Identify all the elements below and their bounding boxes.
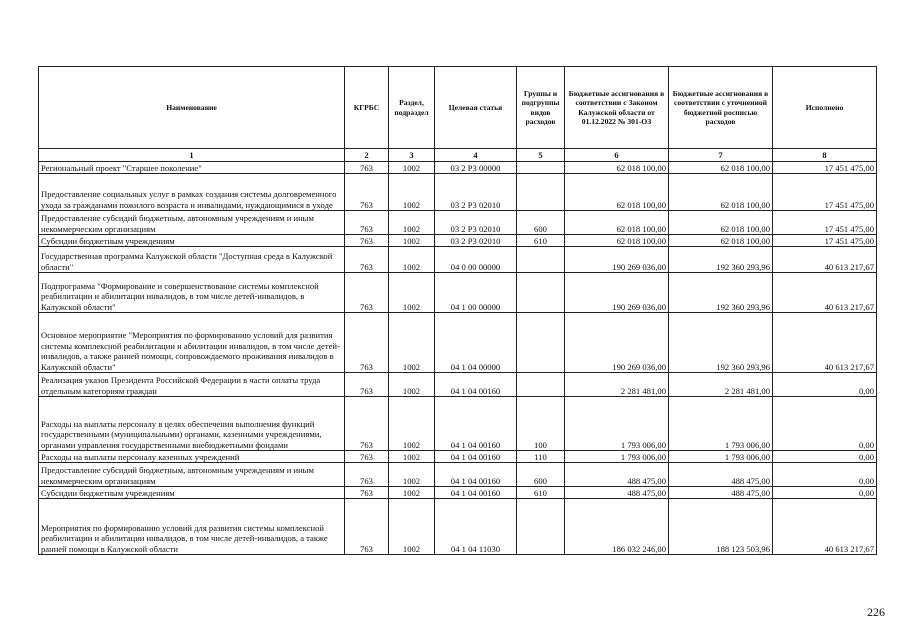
table-row (39, 174, 877, 211)
row-name: Расходы на выплаты персоналу казенных учреждений (39, 451, 345, 463)
row-target: 04 1 00 00000 (435, 273, 517, 313)
row-executed-amount: 0,00 (773, 487, 877, 499)
row-kgrbs: 763 (345, 499, 389, 555)
row-executed-amount: 40 613 217,67 (773, 247, 877, 273)
row-law-amount: 62 018 100,00 (565, 174, 669, 211)
row-executed-amount: 17 451 475,00 (773, 211, 877, 235)
row-section: 1002 (389, 397, 435, 451)
header-section: Раздел, подраздел (389, 67, 435, 149)
row-target: 03 2 P3 00000 (435, 162, 517, 174)
row-kgrbs: 763 (345, 487, 389, 499)
row-law-amount: 62 018 100,00 (565, 162, 669, 174)
row-kgrbs: 763 (345, 463, 389, 487)
row-kgrbs: 763 (345, 313, 389, 373)
row-group: 610 (517, 487, 565, 499)
header-kgrbs: КГРБС (345, 67, 389, 149)
row-revised-amount: 488 475,00 (669, 463, 773, 487)
row-revised-amount: 62 018 100,00 (669, 211, 773, 235)
header-target: Целевая статья (435, 67, 517, 149)
row-executed-amount: 40 613 217,67 (773, 273, 877, 313)
row-group (517, 174, 565, 211)
row-executed-amount: 40 613 217,67 (773, 313, 877, 373)
row-revised-amount: 488 475,00 (669, 487, 773, 499)
row-section: 1002 (389, 463, 435, 487)
row-section: 1002 (389, 313, 435, 373)
row-law-amount: 190 269 036,00 (565, 247, 669, 273)
row-name: Государственная программа Калужской области "Доступная среда в Калужской области" (39, 247, 345, 273)
column-number: 8 (773, 149, 877, 162)
row-name: Субсидии бюджетным учреждениям (39, 487, 345, 499)
row-group (517, 162, 565, 174)
header-executed: Исполнено (773, 67, 877, 149)
row-law-amount: 1 793 006,00 (565, 397, 669, 451)
row-group: 100 (517, 397, 565, 451)
column-number: 4 (435, 149, 517, 162)
table-row (39, 313, 877, 373)
row-kgrbs: 763 (345, 211, 389, 235)
row-executed-amount: 40 613 217,67 (773, 499, 877, 555)
column-number: 5 (517, 149, 565, 162)
row-executed-amount: 0,00 (773, 463, 877, 487)
column-number-row (39, 149, 877, 162)
row-target: 04 1 04 00160 (435, 397, 517, 451)
row-law-amount: 190 269 036,00 (565, 273, 669, 313)
row-executed-amount: 17 451 475,00 (773, 174, 877, 211)
column-number: 3 (389, 149, 435, 162)
row-target: 04 1 04 00000 (435, 313, 517, 373)
row-group (517, 273, 565, 313)
row-law-amount: 62 018 100,00 (565, 235, 669, 247)
table-row (39, 273, 877, 313)
header-law: Бюджетные ассигнования в соответствии с Законом Калужской области от 01.12.2022 № 301-ОЗ (565, 67, 669, 149)
row-law-amount: 186 032 246,00 (565, 499, 669, 555)
row-executed-amount: 17 451 475,00 (773, 162, 877, 174)
row-group: 600 (517, 463, 565, 487)
row-kgrbs: 763 (345, 397, 389, 451)
row-name: Подпрограмма "Формирование и совершенствование системы комплексной реабилитации и абилитации инвалидов, в том числе детей-инвалидов, в Калужской области" (39, 273, 345, 313)
table-row (39, 463, 877, 487)
row-name: Субсидии бюджетным учреждениям (39, 235, 345, 247)
row-revised-amount: 192 360 293,96 (669, 273, 773, 313)
table-row (39, 397, 877, 451)
row-group (517, 373, 565, 397)
table-row (39, 247, 877, 273)
row-group (517, 247, 565, 273)
row-revised-amount: 62 018 100,00 (669, 235, 773, 247)
row-section: 1002 (389, 487, 435, 499)
row-executed-amount: 0,00 (773, 373, 877, 397)
row-name: Предоставление субсидий бюджетным, автономным учреждениям и иным некоммерческим организациям (39, 211, 345, 235)
column-number: 7 (669, 149, 773, 162)
row-kgrbs: 763 (345, 174, 389, 211)
row-law-amount: 62 018 100,00 (565, 211, 669, 235)
row-law-amount: 488 475,00 (565, 463, 669, 487)
header-name: Наименование (39, 67, 345, 149)
row-kgrbs: 763 (345, 235, 389, 247)
row-kgrbs: 763 (345, 373, 389, 397)
row-group (517, 313, 565, 373)
row-name: Мероприятия по формированию условий для развития системы комплексной реабилитации и абилитации инвалидов, в том числе детей-инвалидов, а также ранней помощи в Калужской области (39, 499, 345, 555)
column-number: 1 (39, 149, 345, 162)
row-group: 610 (517, 235, 565, 247)
row-group (517, 499, 565, 555)
table-row (39, 487, 877, 499)
row-name: Расходы на выплаты персоналу в целях обеспечения выполнения функций государственными (муниципальными) органами, казенными учреждениями, органами управления государственными внебюджетными фондами (39, 397, 345, 451)
row-revised-amount: 2 281 481,00 (669, 373, 773, 397)
row-executed-amount: 0,00 (773, 397, 877, 451)
row-target: 03 2 P3 02010 (435, 211, 517, 235)
row-target: 03 2 P3 02010 (435, 174, 517, 211)
row-revised-amount: 192 360 293,96 (669, 247, 773, 273)
header-revised: Бюджетные ассигнования в соответствии с уточненной бюджетной росписью расходов (669, 67, 773, 149)
row-target: 04 1 04 00160 (435, 373, 517, 397)
table-row (39, 162, 877, 174)
row-section: 1002 (389, 373, 435, 397)
row-group: 110 (517, 451, 565, 463)
row-section: 1002 (389, 247, 435, 273)
row-group: 600 (517, 211, 565, 235)
row-law-amount: 2 281 481,00 (565, 373, 669, 397)
row-executed-amount: 17 451 475,00 (773, 235, 877, 247)
row-revised-amount: 1 793 006,00 (669, 397, 773, 451)
table-row (39, 235, 877, 247)
row-law-amount: 190 269 036,00 (565, 313, 669, 373)
table-row (39, 499, 877, 555)
row-name: Предоставление субсидий бюджетным, автономным учреждениям и иным некоммерческим организациям (39, 463, 345, 487)
row-name: Реализация указов Президента Российской Федерации в части оплаты труда отдельным категориям граждан (39, 373, 345, 397)
row-section: 1002 (389, 451, 435, 463)
row-kgrbs: 763 (345, 162, 389, 174)
page-number: 226 (867, 605, 885, 619)
row-section: 1002 (389, 235, 435, 247)
row-section: 1002 (389, 273, 435, 313)
table-row (39, 451, 877, 463)
row-target: 04 1 04 00160 (435, 451, 517, 463)
row-revised-amount: 188 123 503,96 (669, 499, 773, 555)
row-target: 04 1 04 11030 (435, 499, 517, 555)
row-law-amount: 488 475,00 (565, 487, 669, 499)
row-target: 04 1 04 00160 (435, 487, 517, 499)
row-name: Основное мероприятие "Мероприятия по формированию условий для развития системы комплексной реабилитации и абилитации инвалидов, в том числе детей-инвалидов, а также ранней помощи, сопровождаемого проживания инвалидов в Калужской области" (39, 313, 345, 373)
row-revised-amount: 1 793 006,00 (669, 451, 773, 463)
row-executed-amount: 0,00 (773, 451, 877, 463)
table-row (39, 211, 877, 235)
row-kgrbs: 763 (345, 451, 389, 463)
row-kgrbs: 763 (345, 247, 389, 273)
row-section: 1002 (389, 162, 435, 174)
row-section: 1002 (389, 174, 435, 211)
budget-table (38, 66, 877, 555)
row-target: 04 1 04 00160 (435, 463, 517, 487)
row-target: 04 0 00 00000 (435, 247, 517, 273)
row-section: 1002 (389, 499, 435, 555)
header-row (39, 67, 877, 149)
row-revised-amount: 62 018 100,00 (669, 174, 773, 211)
row-name: Предоставление социальных услуг в рамках создания системы долговременного ухода за гражданами пожилого возраста и инвалидами, нуждающимися в уходе (39, 174, 345, 211)
row-name: Региональный проект "Старшее поколение" (39, 162, 345, 174)
row-law-amount: 1 793 006,00 (565, 451, 669, 463)
row-revised-amount: 62 018 100,00 (669, 162, 773, 174)
row-section: 1002 (389, 211, 435, 235)
row-revised-amount: 192 360 293,96 (669, 313, 773, 373)
header-groups: Группы и подгруппы видов расходов (517, 67, 565, 149)
row-target: 03 2 P3 02010 (435, 235, 517, 247)
column-number: 6 (565, 149, 669, 162)
column-number: 2 (345, 149, 389, 162)
table-row (39, 373, 877, 397)
row-kgrbs: 763 (345, 273, 389, 313)
